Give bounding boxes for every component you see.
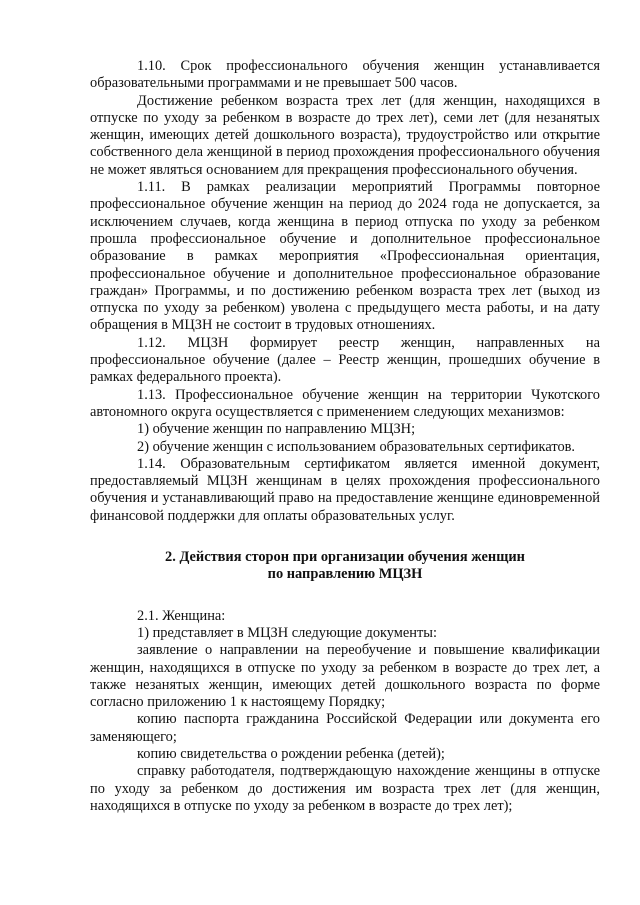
paragraph-1-13: 1.13. Профессиональное обучение женщин на территории Чукотского автономного округа осуществляется с применением следующих механизмов:	[90, 386, 600, 420]
list-item-1: 1) обучение женщин по направлению МЦЗН;	[137, 421, 416, 438]
document-page	[90, 58, 600, 815]
document-item-birth-certificate: копию свидетельства о рождении ребенка (детей);	[137, 745, 445, 762]
paragraph-age-condition: Достижение ребенком возраста трех лет (для женщин, находящихся в отпуске по уходу за ребенком в возрасте до трех лет), семи лет (для незанятых женщин, имеющих детей дошкольного возраста), трудоустройство или открытие собственного дела женщиной в период прохождения профессионального обучения не может являться основанием для прекращения профессионального обучения.	[90, 92, 600, 178]
section-heading-line-1: 2. Действия сторон при организации обучения женщин	[165, 549, 525, 566]
list-item-2: 2) обучение женщин с использованием образовательных сертификатов.	[137, 438, 576, 455]
list-item-documents: 1) представляет в МЦЗН следующие документы:	[137, 624, 437, 641]
paragraph-1-11: 1.11. В рамках реализации мероприятий Программы повторное профессиональное обучение женщин на период до 2024 года не допускается, за исключением случаев, когда женщина в период отпуска по уходу за ребенком прошла профессиональное обучение и дополнительное профессиональное образование в рамках мероприятия «Профессиональная ориентация, профессиональное обучение и дополнительное профессиональное образование граждан» Программы, и по достижению ребенком возраста трех лет (выход из отпуска по уходу за ребенком) уволена с предыдущего места работы, и на дату обращения в МЦЗН не состоит в трудовых отношениях.	[90, 179, 600, 334]
paragraph-1-10: 1.10. Срок профессионального обучения женщин устанавливается образовательными программами и не превышает 500 часов.	[90, 58, 600, 92]
paragraph-2-1: 2.1. Женщина:	[137, 607, 226, 624]
document-item-passport: копию паспорта гражданина Российской Федерации или документа его заменяющего;	[90, 711, 600, 745]
document-item-application: заявление о направлении на переобучение и повышение квалификации женщин, находящихся в отпуске по уходу за ребенком в возрасте до трех лет, а также незанятых женщин, имеющих детей дошкольного возраста по форме согласно приложению 1 к настоящему Порядку;	[90, 642, 600, 711]
paragraph-1-14: 1.14. Образовательным сертификатом является именной документ, предоставляемый МЦЗН женщинам в целях прохождения профессионального обучения и устанавливающий право на предоставление женщине единовременной финансовой поддержки для оплаты образовательных услуг.	[90, 455, 600, 524]
paragraph-1-12: 1.12. МЦЗН формирует реестр женщин, направленных на профессиональное обучение (далее – Реестр женщин, прошедших обучение в рамках федерального проекта).	[90, 334, 600, 386]
document-item-employer-certificate: справку работодателя, подтверждающую нахождение женщины в отпуске по уходу за ребенком до достижения им возраста трех лет (для женщин, находящихся в отпуске по уходу за ребенком в возрасте до трех лет);	[90, 763, 600, 814]
section-heading-line-2: по направлению МЦЗН	[267, 566, 423, 583]
